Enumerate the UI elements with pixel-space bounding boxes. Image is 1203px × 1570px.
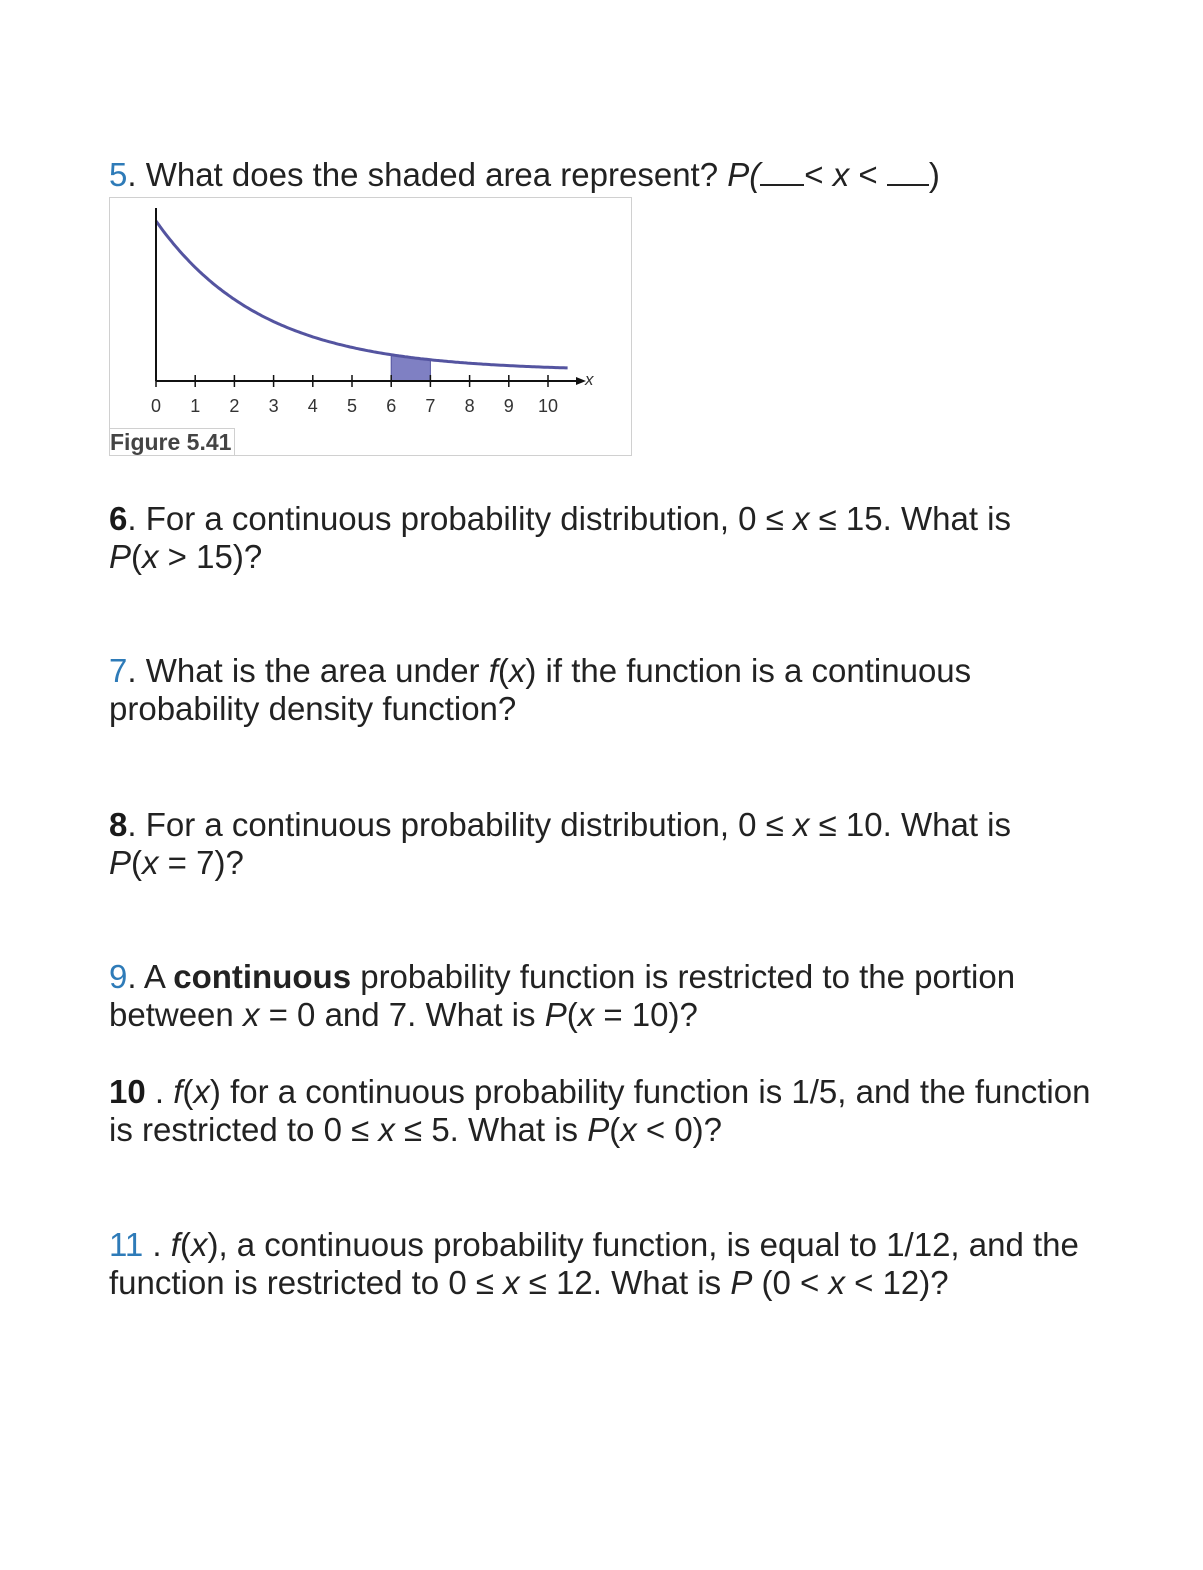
x-tick-label: 1 xyxy=(190,396,201,416)
x-tick-label: 4 xyxy=(307,396,318,416)
figure-5-41 xyxy=(109,197,632,456)
x-tick-label: 9 xyxy=(503,396,514,416)
question-number: 11 xyxy=(109,1226,144,1263)
question-8: 8. For a continuous probability distribution, 0 ≤ x ≤ 10. What is P(x = 7)? xyxy=(109,806,1011,881)
question-number: 5 xyxy=(109,156,128,193)
density-chart xyxy=(110,198,633,457)
question-6: 6. For a continuous probability distribution, 0 ≤ x ≤ 15. What is P(x > 15)? xyxy=(109,500,1011,575)
question-9: 9. A continuous probability function is restricted to the portion between x = 0 and 7. What is P(x = 10)? xyxy=(109,958,1016,1033)
x-tick-label: 8 xyxy=(464,396,475,416)
x-tick-label: 2 xyxy=(229,396,240,416)
question-number: 6 xyxy=(109,500,128,537)
question-number: 9 xyxy=(109,958,128,995)
question-5: 5. What does the shaded area represent? P( < x < ) xyxy=(109,156,940,193)
x-tick-label: 5 xyxy=(346,396,358,416)
question-number: 7 xyxy=(109,652,128,689)
answer-blank-lower xyxy=(760,184,804,186)
x-tick-label: 7 xyxy=(425,396,436,416)
x-tick-label: 6 xyxy=(386,396,397,416)
answer-blank-upper xyxy=(887,184,929,186)
question-10: 10 . f(x) for a continuous probability function is 1/5, and the function is restricted to 0 ≤ x ≤ 5. What is P(x < 0)? xyxy=(109,1073,1091,1148)
x-tick-label: 10 xyxy=(537,396,559,416)
question-number: 8 xyxy=(109,806,128,843)
x-axis-label: x xyxy=(585,370,594,389)
question-11: 11 . f(x), a continuous probability function, is equal to 1/12, and the function is restricted to 0 ≤ x ≤ 12. What is P (0 < x < 12)? xyxy=(109,1226,1079,1301)
figure-caption: Figure 5.41 xyxy=(110,428,235,455)
question-7: 7. What is the area under f(x) if the function is a continuous probability density function? xyxy=(109,652,972,727)
density-curve xyxy=(156,221,568,368)
x-tick-label: 0 xyxy=(150,396,162,416)
question-number: 10 xyxy=(109,1073,146,1110)
x-tick-label: 3 xyxy=(268,396,279,416)
